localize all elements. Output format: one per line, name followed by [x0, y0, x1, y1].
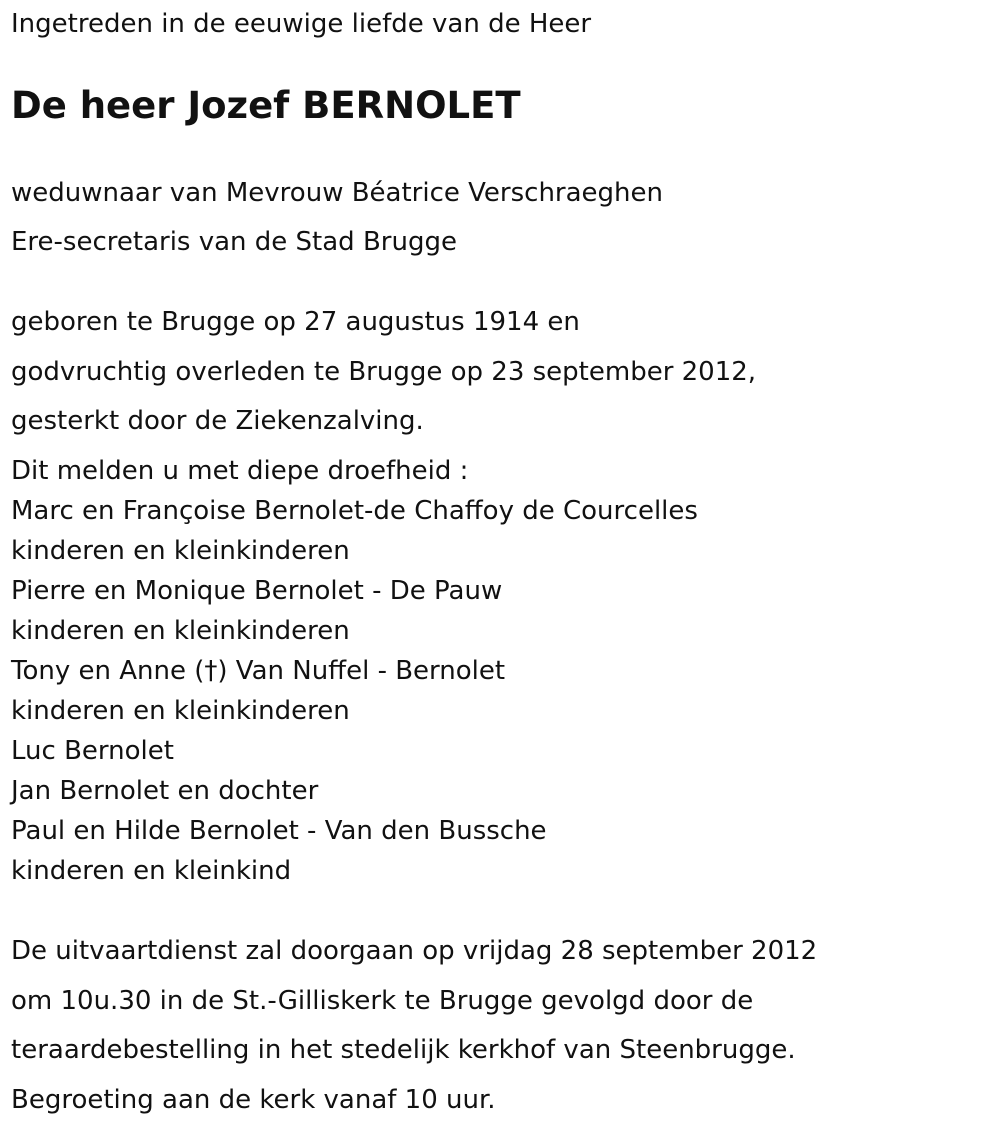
family-line: Tony en Anne (†) Van Nuffel - Bernolet [11, 656, 506, 686]
sacrament-line: gesterkt door de Ziekenzalving. [11, 406, 424, 436]
death-line: godvruchtig overleden te Brugge op 23 september 2012, [11, 357, 757, 387]
family-intro-line: Dit melden u met diepe droefheid : [11, 456, 469, 486]
family-line: Jan Bernolet en dochter [11, 776, 319, 806]
family-line: kinderen en kleinkinderen [11, 536, 350, 566]
funeral-location-line: om 10u.30 in de St.-Gilliskerk te Brugge gevolgd door de [11, 986, 754, 1016]
intro-line: Ingetreden in de eeuwige liefde van de Heer [11, 9, 592, 39]
family-line: kinderen en kleinkinderen [11, 616, 350, 646]
family-line: kinderen en kleinkinderen [11, 696, 350, 726]
birth-line: geboren te Brugge op 27 augustus 1914 en [11, 307, 580, 337]
family-line: Luc Bernolet [11, 736, 174, 766]
deceased-name-title: De heer Jozef BERNOLET [11, 84, 521, 127]
family-line: Marc en Françoise Bernolet-de Chaffoy de Courcelles [11, 496, 698, 526]
greeting-line: Begroeting aan de kerk vanaf 10 uur. [11, 1085, 496, 1115]
family-line: Pierre en Monique Bernolet - De Pauw [11, 576, 503, 606]
funeral-date-line: De uitvaartdienst zal doorgaan op vrijdag 28 september 2012 [11, 936, 818, 966]
honorary-title-line: Ere-secretaris van de Stad Brugge [11, 227, 457, 257]
family-line: kinderen en kleinkind [11, 856, 292, 886]
burial-line: teraardebestelling in het stedelijk kerkhof van Steenbrugge. [11, 1035, 796, 1065]
widower-line: weduwnaar van Mevrouw Béatrice Verschraeghen [11, 178, 663, 208]
family-line: Paul en Hilde Bernolet - Van den Bussche [11, 816, 547, 846]
